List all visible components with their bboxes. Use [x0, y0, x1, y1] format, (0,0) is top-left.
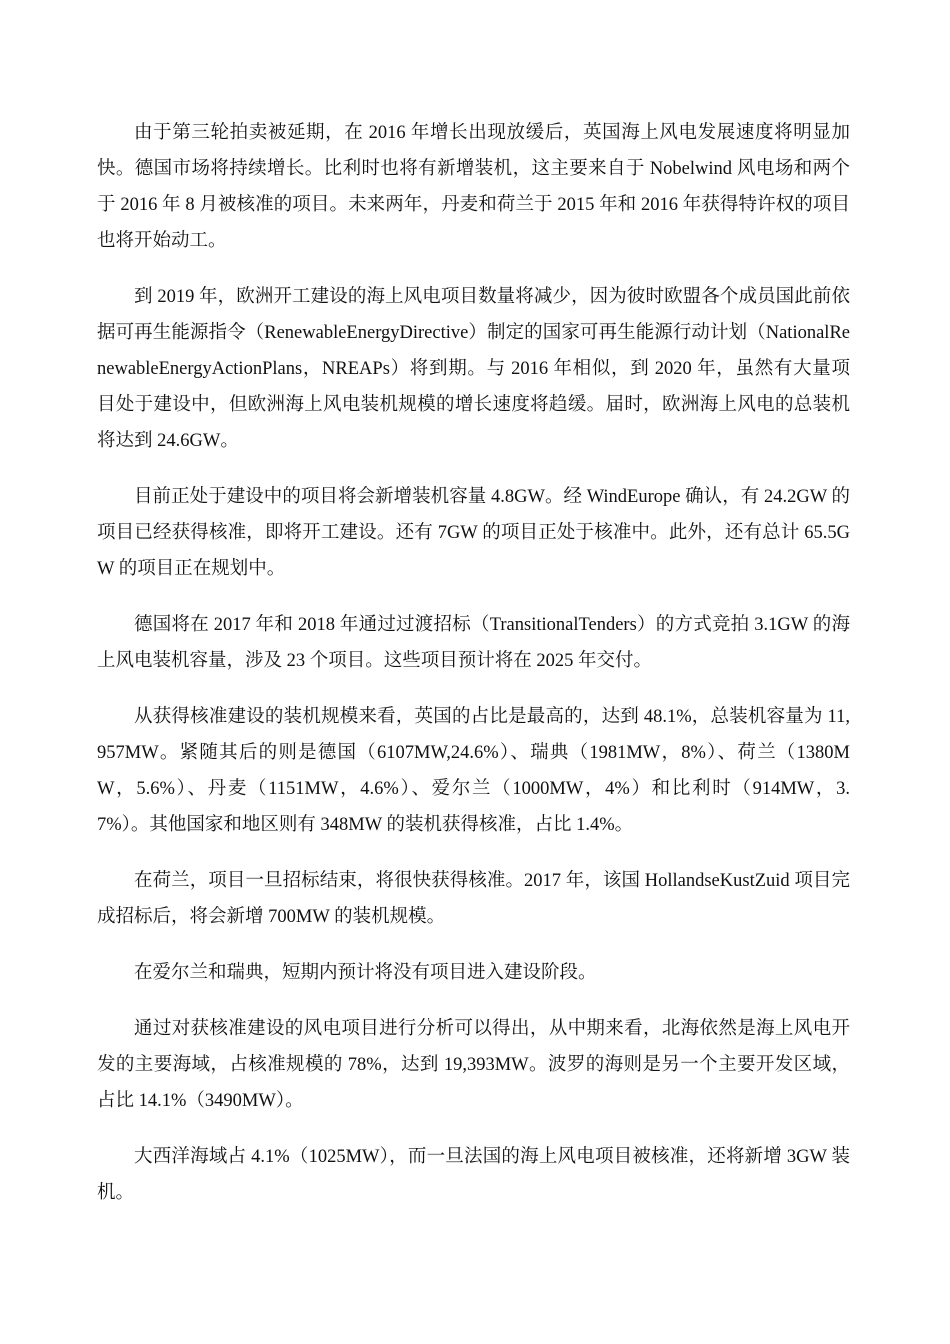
paragraph-germany-transitional-tenders: 德国将在 2017 年和 2018 年通过过渡招标（TransitionalTenders）的方式竞拍 3.1GW 的海上风电装机容量，涉及 23 个项目。这些项目预计将在 2025 年交付。	[97, 615, 850, 671]
paragraph-atlantic-france: 大西洋海域占 4.1%（1025MW），而一旦法国的海上风电项目被核准，还将新增 3GW 装机。	[97, 1147, 850, 1203]
paragraph-approved-capacity-by-country: 从获得核准建设的装机规模来看，英国的占比是最高的，达到 48.1%，总装机容量为 11,957MW。紧随其后的则是德国（6107MW,24.6%）、瑞典（1981MW，8%）、荷兰（1380MW，5.6%）、丹麦（1151MW，4.6%）、爱尔兰（1000MW，4%）和比利时（914MW，3.7%）。其他国家和地区则有 348MW 的装机获得核准，占比 1.4%。	[97, 707, 850, 835]
paragraph-north-sea-baltic: 通过对获核准建设的风电项目进行分析可以得出，从中期来看，北海依然是海上风电开发的主要海域，占核准规模的 78%，达到 19,393MW。波罗的海则是另一个主要开发区域，占比 14.1%（3490MW）。	[97, 1019, 850, 1111]
paragraph-uk-germany-belgium-outlook: 由于第三轮拍卖被延期，在 2016 年增长出现放缓后，英国海上风电发展速度将明显加快。德国市场将持续增长。比利时也将有新增装机，这主要来自于 Nobelwind 风电场和两个于 2016 年 8 月被核准的项目。未来两年，丹麦和荷兰于 2015 年和 2016 年获得特许权的项目也将开始动工。	[97, 123, 850, 251]
paragraph-2019-2020-forecast: 到 2019 年，欧洲开工建设的海上风电项目数量将减少，因为彼时欧盟各个成员国此前依据可再生能源指令（RenewableEnergyDirective）制定的国家可再生能源行动计划（NationalRenewableEnergyActionPlans，NREAPs）将到期。与 2016 年相似，到 2020 年，虽然有大量项目处于建设中，但欧洲海上风电装机规模的增长速度将趋缓。届时，欧洲海上风电的总装机将达到 24.6GW。	[97, 287, 850, 451]
paragraph-netherlands: 在荷兰，项目一旦招标结束，将很快获得核准。2017 年，该国 HollandseKustZuid 项目完成招标后，将会新增 700MW 的装机规模。	[97, 871, 850, 927]
paragraph-ireland-sweden: 在爱尔兰和瑞典，短期内预计将没有项目进入建设阶段。	[134, 963, 597, 983]
paragraph-capacity-pipeline: 目前正处于建设中的项目将会新增装机容量 4.8GW。经 WindEurope 确认，有 24.2GW 的项目已经获得核准，即将开工建设。还有 7GW 的项目正处于核准中。此外，还有总计 65.5GW 的项目正在规划中。	[97, 487, 850, 579]
document-body	[97, 115, 850, 1211]
